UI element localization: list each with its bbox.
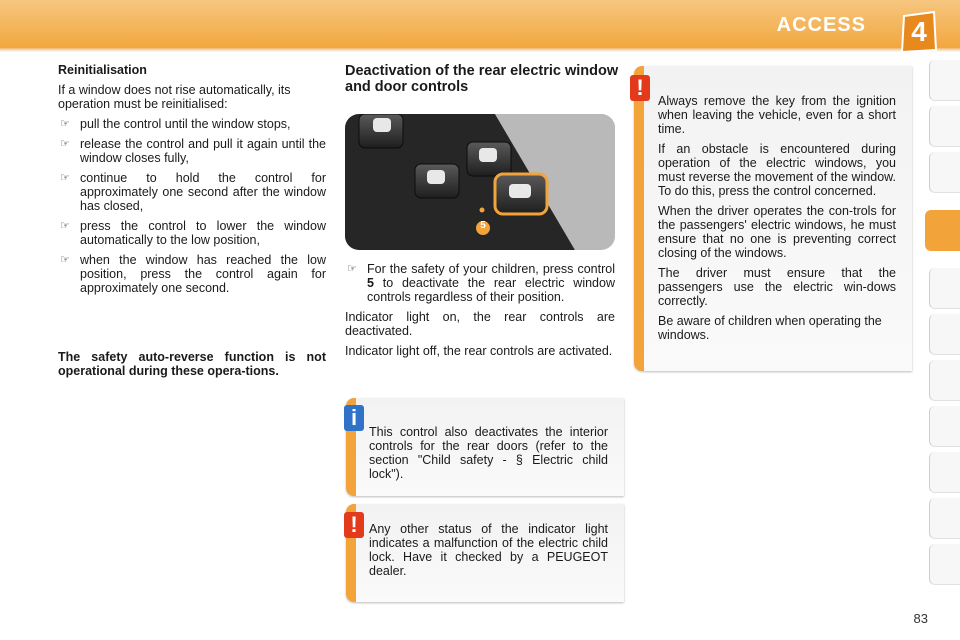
list-item: ☞ press the control to lower the window automatically to the low position, — [60, 219, 326, 247]
chapter-tab-5[interactable] — [929, 268, 960, 309]
chapter-tab-11[interactable] — [929, 544, 960, 585]
chapter-tab-7[interactable] — [929, 360, 960, 401]
chapter-badge — [900, 10, 938, 54]
warning-icon: ! — [344, 512, 364, 538]
info-icon: i — [344, 405, 364, 431]
hand-pointer-icon: ☞ — [60, 254, 70, 266]
hand-pointer-icon: ☞ — [60, 172, 70, 184]
reinitialisation-heading: Reinitialisation — [58, 63, 147, 77]
driver-controls-text: When the driver operates the con-trols for the passengers' electric windows, he must ensure that no one is preventing correct closing of the windows. — [658, 204, 896, 260]
list-item: ☞ pull the control until the window stops, — [60, 117, 291, 131]
passenger-use-text: The driver must ensure that the passengers use the electric win-dows correctly. — [658, 266, 896, 308]
chapter-title: ACCESS — [776, 14, 866, 36]
hand-pointer-icon: ☞ — [60, 118, 70, 130]
window-control-photo — [345, 114, 615, 250]
chapter-tab-2[interactable] — [929, 106, 960, 147]
page-number: 83 — [913, 611, 928, 626]
key-removal-text: Always remove the key from the ignition when leaving the vehicle, even for a short time. — [658, 94, 896, 136]
chapter-tabs — [930, 60, 960, 580]
warning-box-right-text — [658, 94, 896, 348]
warning-box-bottom-text: Any other status of the indicator light indicates a malfunction of the electric child lock. Have it checked by a PEUGEOT dealer. — [369, 522, 608, 578]
reinitialisation-intro: If a window does not rise automatically, its operation must be reinitialised: — [58, 83, 291, 111]
middle-column-text — [345, 262, 615, 364]
chapter-tab-1[interactable] — [929, 60, 960, 101]
chapter-tab-10[interactable] — [929, 498, 960, 539]
auto-reverse-warning: The safety auto-reverse function is not operational during these opera-tions. — [58, 350, 326, 378]
chapter-tab-4-active[interactable] — [925, 210, 960, 251]
chapter-tab-8[interactable] — [929, 406, 960, 447]
warning-icon: ! — [630, 75, 650, 101]
left-column — [58, 63, 326, 301]
list-item: ☞ continue to hold the control for approximately one second after the window has closed, — [60, 171, 326, 213]
hand-pointer-icon: ☞ — [60, 138, 70, 150]
children-caution-text: Be aware of children when operating the windows. — [658, 314, 882, 342]
list-item: ☞ release the control and pull it again until the window closes fully, — [60, 137, 326, 165]
chapter-tab-3[interactable] — [929, 152, 960, 193]
chapter-tab-9[interactable] — [929, 452, 960, 493]
chapter-number: 4 — [911, 16, 927, 47]
indicator-on-text: Indicator light on, the rear controls are deactivated. — [345, 310, 615, 338]
info-box-text: This control also deactivates the interior controls for the rear doors (refer to the section "Child safety - § Electric child lock"). — [369, 425, 608, 481]
hand-pointer-icon: ☞ — [60, 220, 70, 232]
deactivation-heading: Deactivation of the rear electric window and door controls — [345, 63, 619, 95]
list-item: ☞ For the safety of your children, press control 5 to deactivate the rear electric window controls regardless of their position. — [347, 262, 615, 304]
obstacle-text: If an obstacle is encountered during operation of the electric windows, you must reverse the movement of the window. To do this, press the control concerned. — [658, 142, 896, 198]
chapter-tab-6[interactable] — [929, 314, 960, 355]
list-item: ☞ when the window has reached the low position, press the control again for approximately one second. — [60, 253, 326, 295]
hand-pointer-icon: ☞ — [347, 263, 357, 275]
control-callout-label: 5 — [480, 220, 486, 231]
indicator-off-text: Indicator light off, the rear controls are activated. — [345, 344, 613, 358]
